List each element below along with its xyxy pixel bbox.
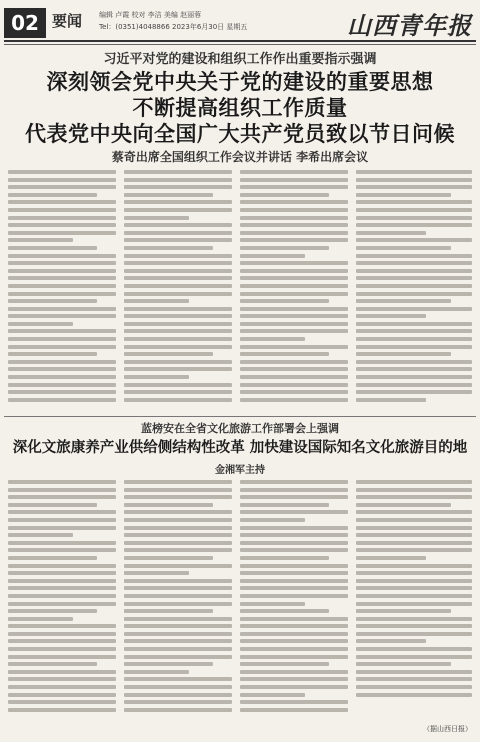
text-line (124, 564, 232, 568)
text-line (8, 276, 116, 280)
text-line (356, 322, 472, 326)
text-line (240, 261, 348, 265)
text-line (8, 693, 116, 697)
text-line (8, 510, 116, 514)
text-line (124, 307, 232, 311)
text-line (240, 541, 348, 545)
text-line (124, 170, 232, 174)
text-line (124, 700, 232, 704)
text-line (8, 541, 116, 545)
text-line (240, 208, 348, 212)
header-rule-thin (4, 44, 476, 45)
text-line (124, 390, 232, 394)
section-divider (4, 416, 476, 417)
text-line (124, 276, 232, 280)
text-line (240, 480, 348, 484)
text-line (240, 292, 348, 296)
text-line (8, 322, 73, 326)
text-line (356, 246, 451, 250)
text-line (240, 632, 348, 636)
text-line (124, 548, 232, 552)
text-line (356, 193, 451, 197)
text-line (240, 322, 348, 326)
text-line (8, 518, 116, 522)
text-line (240, 526, 348, 530)
text-line (240, 269, 348, 273)
text-line (8, 548, 116, 552)
text-line (356, 685, 472, 689)
text-line (124, 352, 213, 356)
text-line (356, 594, 472, 598)
text-line (124, 526, 232, 530)
article1-headline-line2: 不断提高组织工作质量 (132, 96, 348, 120)
text-line (240, 510, 348, 514)
text-line (124, 571, 189, 575)
text-line (8, 367, 116, 371)
text-line (124, 541, 232, 545)
text-line (8, 632, 116, 636)
text-line (124, 200, 232, 204)
text-line (240, 170, 348, 174)
text-line (124, 292, 232, 296)
text-line (124, 329, 232, 333)
text-line (356, 526, 472, 530)
text-line (356, 292, 472, 296)
text-line (8, 571, 116, 575)
text-line (356, 518, 472, 522)
text-line (8, 556, 97, 560)
text-line (356, 670, 472, 674)
text-line (8, 708, 116, 712)
text-line (8, 662, 97, 666)
text-line (240, 624, 348, 628)
text-line (8, 170, 116, 174)
article1-column (124, 170, 232, 405)
article1-headline-line3: 代表党中央向全国广大共产党员致以节日问候 (25, 122, 455, 146)
text-line (8, 677, 116, 681)
text-line (356, 655, 472, 659)
text-line (356, 200, 472, 204)
text-line (8, 503, 97, 507)
text-line (8, 526, 116, 530)
article2-headline: 深化文旅康养产业供给侧结构性改革 加快建设国际知名文化旅游目的地 (12, 440, 468, 456)
text-line (356, 299, 451, 303)
text-line (356, 677, 472, 681)
text-line (240, 216, 348, 220)
article2-column (240, 480, 348, 715)
text-line (124, 655, 232, 659)
text-line (356, 208, 472, 212)
editor-credits: 编辑 卢霞 校对 李洁 美编 赵丽蓉 (99, 11, 202, 19)
text-line (8, 564, 116, 568)
text-line (356, 609, 451, 613)
text-line (8, 337, 116, 341)
text-line (240, 367, 348, 371)
text-line (8, 231, 116, 235)
article1-subhead: 蔡奇出席全国组织工作会议并讲话 李希出席会议 (111, 150, 369, 164)
text-line (124, 639, 232, 643)
text-line (356, 488, 472, 492)
text-line (124, 602, 232, 606)
text-line (8, 586, 116, 590)
text-line (240, 254, 305, 258)
text-line (356, 693, 472, 697)
text-line (8, 617, 73, 621)
text-line (124, 208, 232, 212)
text-line (356, 216, 472, 220)
text-line (240, 602, 305, 606)
text-line (124, 193, 213, 197)
article1-headline-line1: 深刻领会党中央关于党的建设的重要思想 (46, 70, 434, 94)
text-line (240, 329, 348, 333)
text-line (124, 556, 213, 560)
text-line (240, 345, 348, 349)
text-line (240, 375, 348, 379)
text-line (8, 329, 116, 333)
text-line (124, 518, 232, 522)
text-line (8, 670, 116, 674)
text-line (356, 352, 451, 356)
text-line (8, 624, 116, 628)
text-line (356, 276, 472, 280)
text-line (240, 178, 348, 182)
text-line (356, 367, 472, 371)
text-line (356, 269, 472, 273)
text-line (8, 200, 116, 204)
text-line (240, 352, 329, 356)
text-line (8, 647, 116, 651)
text-line (356, 178, 472, 182)
text-line (124, 185, 232, 189)
text-line (240, 700, 348, 704)
text-line (124, 632, 232, 636)
text-line (356, 564, 472, 568)
article2-body (4, 480, 476, 720)
text-line (8, 700, 116, 704)
text-line (240, 337, 305, 341)
text-line (356, 480, 472, 484)
article1-body (4, 170, 476, 412)
article1-column (8, 170, 116, 405)
text-line (8, 383, 116, 387)
masthead-logo: 山西青年报 (347, 11, 472, 40)
text-line (240, 556, 329, 560)
text-line (124, 594, 232, 598)
text-line (124, 685, 232, 689)
text-line (240, 639, 348, 643)
text-line (356, 360, 472, 364)
text-line (240, 685, 348, 689)
text-line (8, 292, 116, 296)
text-line (8, 246, 97, 250)
text-line (240, 390, 348, 394)
text-line (240, 185, 348, 189)
text-line (124, 223, 232, 227)
text-line (356, 284, 472, 288)
text-line (124, 314, 232, 318)
text-line (124, 261, 232, 265)
text-line (8, 602, 116, 606)
text-line (8, 609, 97, 613)
text-line (240, 564, 348, 568)
article2-column (8, 480, 116, 715)
text-line (356, 602, 472, 606)
text-line (240, 398, 348, 402)
article2-column (124, 480, 232, 715)
text-line (356, 510, 472, 514)
text-line (124, 360, 232, 364)
text-line (240, 360, 348, 364)
text-line (356, 254, 472, 258)
text-line (356, 314, 426, 318)
text-line (356, 307, 472, 311)
text-line (356, 345, 472, 349)
text-line (356, 548, 472, 552)
page-number: 02 (4, 8, 46, 38)
source-note: （据山西日报） (423, 725, 472, 733)
text-line (8, 655, 116, 659)
text-line (124, 503, 213, 507)
text-line (240, 518, 305, 522)
text-line (124, 488, 232, 492)
text-line (8, 488, 116, 492)
text-line (124, 246, 213, 250)
text-line (8, 314, 116, 318)
text-line (8, 579, 116, 583)
text-line (356, 337, 472, 341)
text-line (240, 223, 348, 227)
text-line (8, 360, 116, 364)
text-line (356, 390, 472, 394)
text-line (124, 510, 232, 514)
section-name: 要闻 (52, 12, 83, 30)
text-line (8, 216, 116, 220)
text-line (8, 193, 97, 197)
text-line (356, 223, 472, 227)
article1-kicker: 习近平对党的建设和组织工作作出重要指示强调 (103, 52, 377, 67)
text-line (8, 208, 116, 212)
text-line (8, 398, 116, 402)
text-line (240, 276, 348, 280)
text-line (240, 655, 348, 659)
text-line (356, 231, 426, 235)
article1-column (356, 170, 472, 405)
text-line (240, 677, 348, 681)
text-line (124, 216, 189, 220)
text-line (356, 571, 472, 575)
text-line (240, 488, 348, 492)
text-line (356, 383, 472, 387)
text-line (356, 632, 472, 636)
text-line (356, 495, 472, 499)
text-line (240, 647, 348, 651)
text-line (240, 238, 348, 242)
text-line (124, 480, 232, 484)
text-line (124, 586, 232, 590)
article2-byline: 金湘军主持 (215, 465, 265, 476)
text-line (8, 495, 116, 499)
text-line (8, 375, 116, 379)
text-line (8, 307, 116, 311)
text-line (124, 708, 232, 712)
text-line (356, 261, 472, 265)
text-line (356, 662, 451, 666)
text-line (124, 284, 232, 288)
text-line (240, 307, 348, 311)
text-line (356, 533, 472, 537)
text-line (124, 375, 189, 379)
text-line (356, 624, 472, 628)
text-line (240, 246, 329, 250)
text-line (240, 548, 348, 552)
text-line (240, 231, 348, 235)
text-line (124, 178, 232, 182)
text-line (240, 193, 329, 197)
text-line (8, 390, 116, 394)
header-rule (4, 40, 476, 42)
text-line (356, 647, 472, 651)
text-line (240, 579, 348, 583)
text-line (8, 345, 116, 349)
text-line (356, 238, 472, 242)
text-line (124, 299, 189, 303)
text-line (124, 337, 232, 341)
text-line (8, 533, 73, 537)
text-line (356, 185, 472, 189)
text-line (8, 284, 116, 288)
text-line (8, 480, 116, 484)
article2-kicker: 蓝榜安在全省文化旅游工作部署会上强调 (141, 422, 339, 435)
text-line (124, 345, 232, 349)
text-line (124, 495, 232, 499)
text-line (240, 571, 348, 575)
text-line (8, 185, 116, 189)
text-line (8, 254, 116, 258)
text-line (124, 624, 232, 628)
text-line (240, 200, 348, 204)
text-line (240, 533, 348, 537)
text-line (8, 299, 97, 303)
text-line (240, 299, 329, 303)
text-line (124, 579, 232, 583)
text-line (240, 708, 348, 712)
text-line (124, 617, 232, 621)
text-line (124, 670, 189, 674)
text-line (8, 261, 116, 265)
text-line (240, 314, 348, 318)
text-line (240, 693, 305, 697)
text-line (356, 503, 451, 507)
text-line (240, 617, 348, 621)
text-line (8, 352, 97, 356)
text-line (124, 609, 213, 613)
text-line (356, 579, 472, 583)
article2-column (356, 480, 472, 700)
text-line (124, 231, 232, 235)
text-line (240, 594, 348, 598)
text-line (240, 383, 348, 387)
text-line (124, 383, 232, 387)
text-line (124, 269, 232, 273)
contact-date: Tel：(0351)4048866 2023年6月30日 星期五 (99, 23, 248, 31)
text-line (240, 609, 329, 613)
text-line (356, 170, 472, 174)
text-line (8, 639, 116, 643)
text-line (124, 662, 213, 666)
page-header (4, 6, 476, 42)
text-line (8, 685, 116, 689)
text-line (240, 503, 329, 507)
text-line (8, 238, 73, 242)
text-line (124, 647, 232, 651)
text-line (124, 398, 232, 402)
text-line (124, 677, 232, 681)
text-line (356, 639, 426, 643)
text-line (124, 367, 232, 371)
article1-column (240, 170, 348, 405)
text-line (124, 693, 232, 697)
text-line (240, 586, 348, 590)
text-line (240, 284, 348, 288)
text-line (8, 269, 116, 273)
text-line (124, 254, 232, 258)
text-line (240, 495, 348, 499)
text-line (356, 375, 472, 379)
text-line (356, 541, 472, 545)
text-line (356, 556, 426, 560)
text-line (8, 594, 116, 598)
text-line (240, 670, 348, 674)
text-line (356, 617, 472, 621)
text-line (240, 662, 329, 666)
text-line (124, 322, 232, 326)
text-line (356, 398, 426, 402)
text-line (8, 178, 116, 182)
text-line (124, 533, 232, 537)
text-line (356, 329, 472, 333)
text-line (8, 223, 116, 227)
text-line (356, 586, 472, 590)
text-line (124, 238, 232, 242)
